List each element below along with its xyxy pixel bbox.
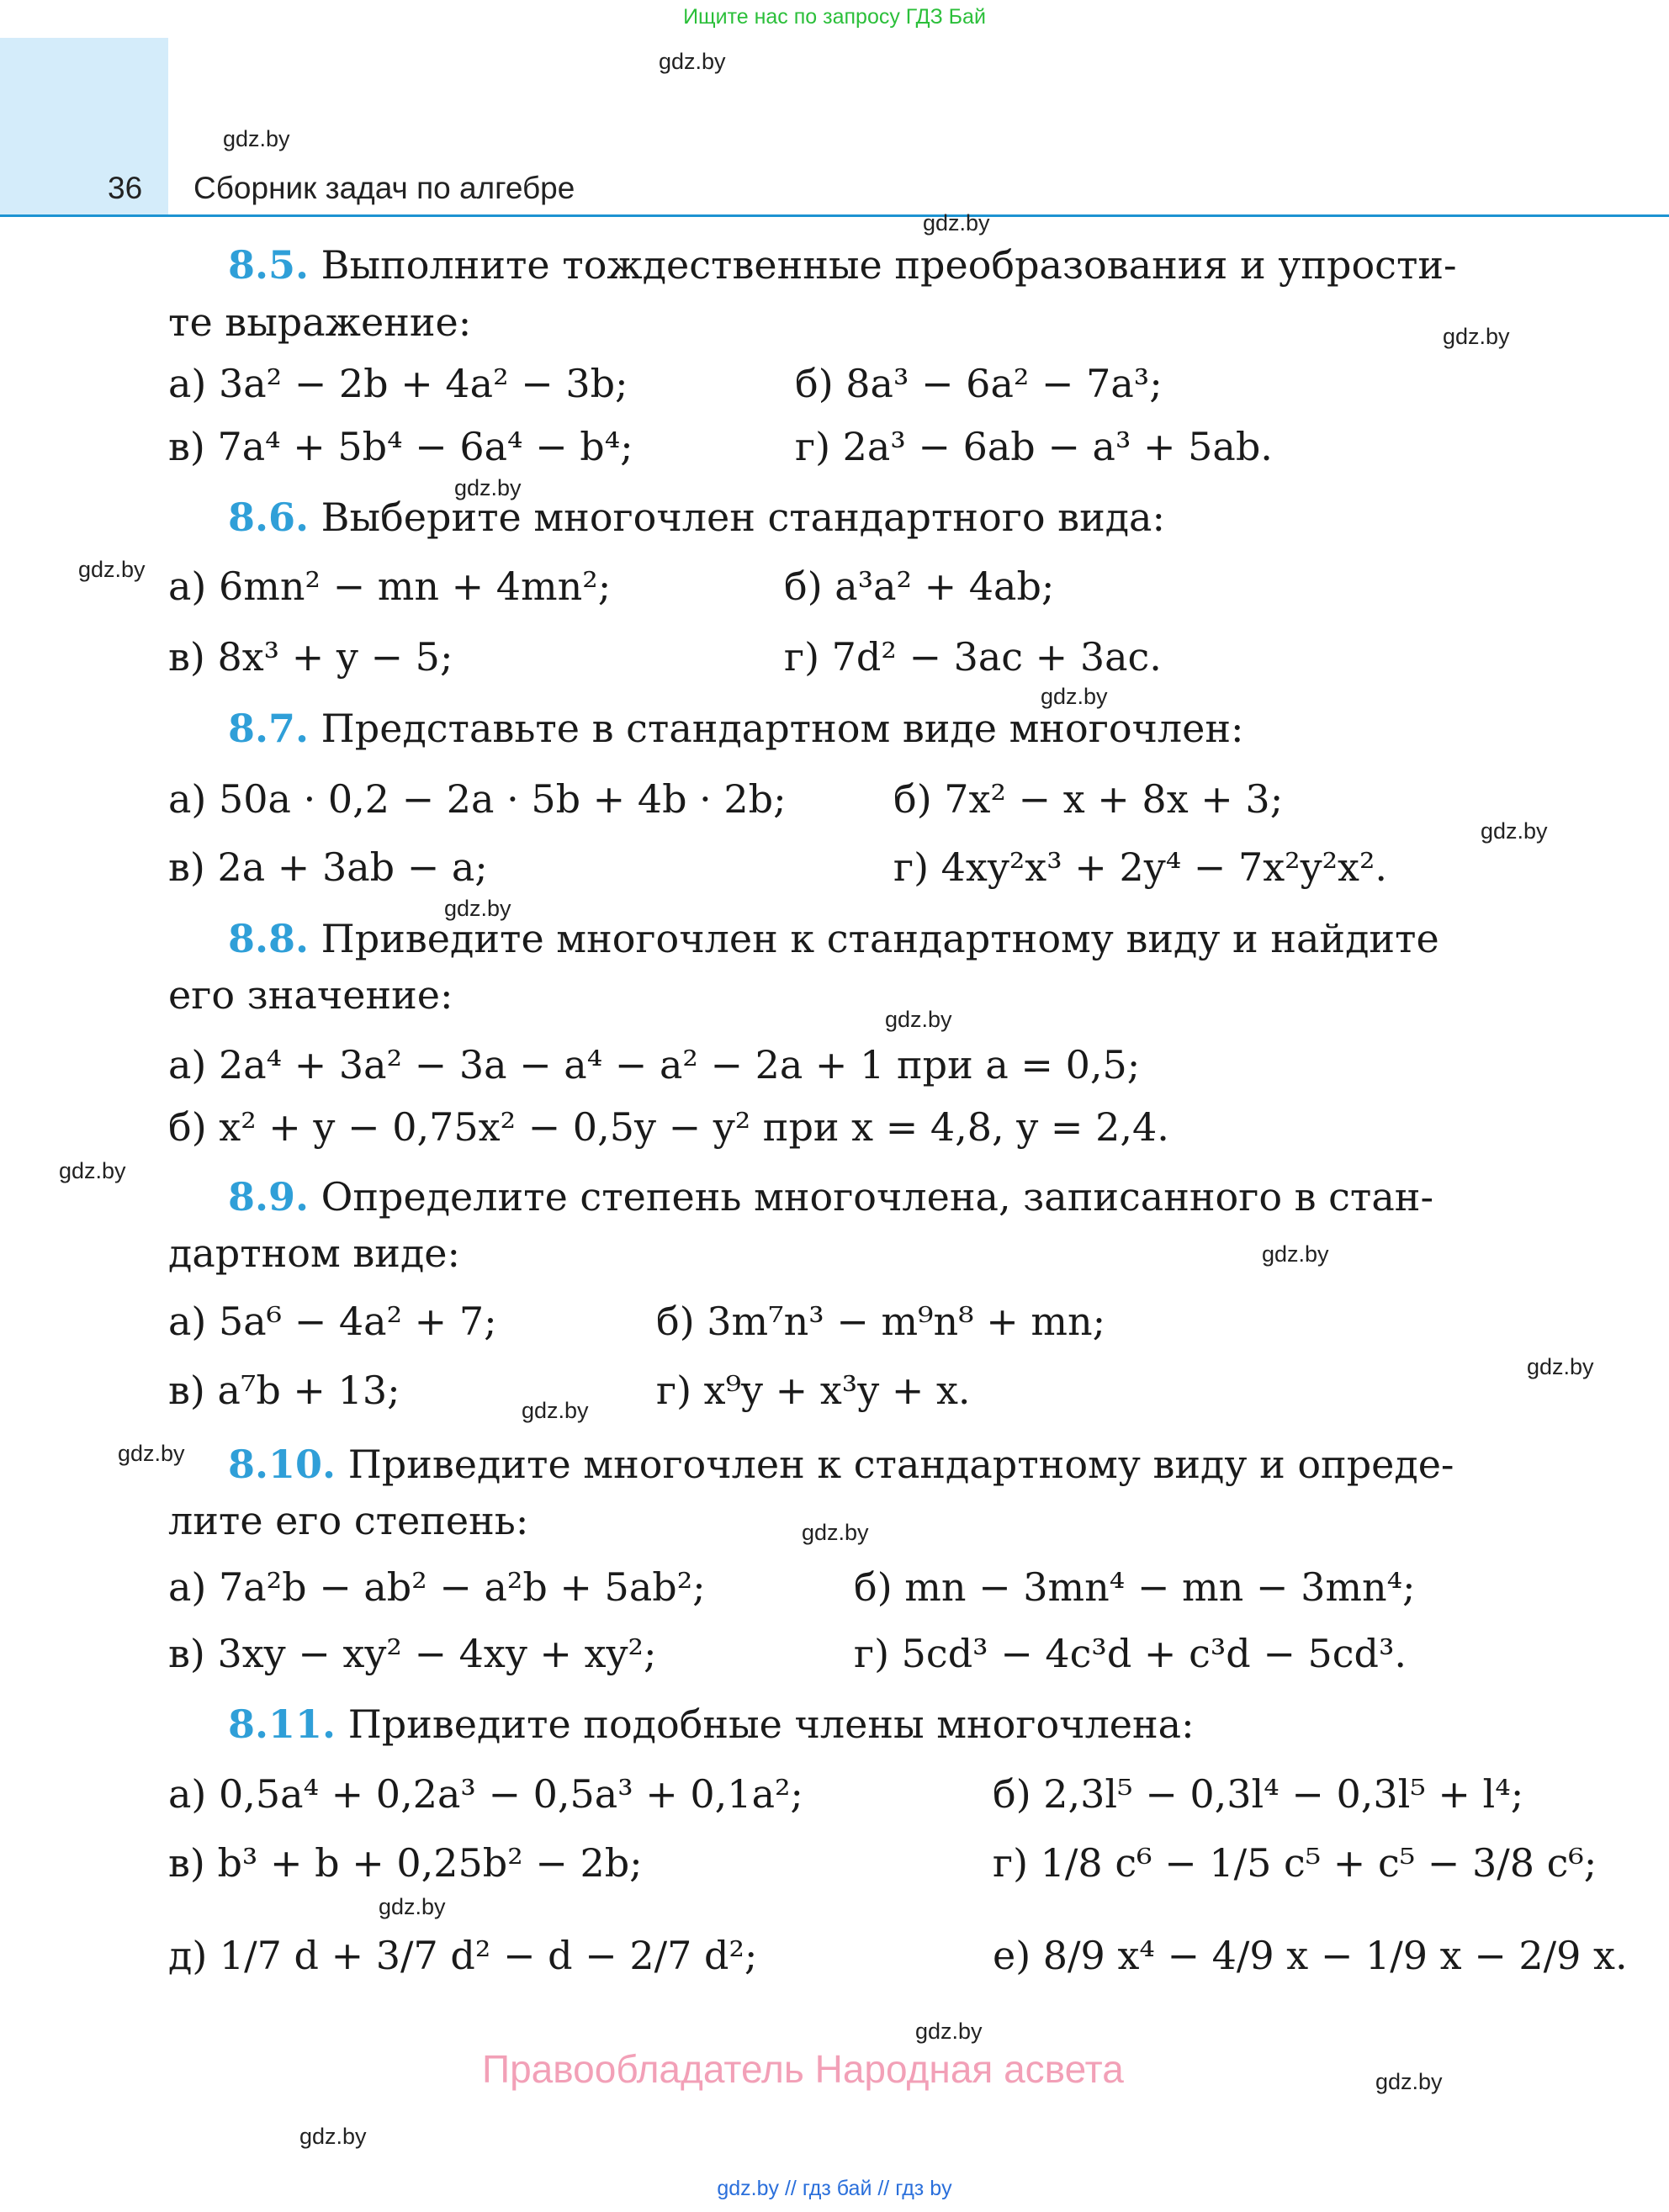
- watermark: gdz.by: [923, 210, 990, 235]
- item-v: в) 7a⁴ + 5b⁴ − 6a⁴ − b⁴;: [168, 424, 633, 469]
- watermark: gdz.by: [1443, 324, 1510, 349]
- item-g: г) 2a³ − 6ab − a³ + 5ab.: [795, 424, 1273, 469]
- problem-text: Приведите подобные члены многочлена:: [347, 1701, 1195, 1747]
- problem-8-11-heading: [228, 1701, 1195, 1747]
- problem-text: дартном виде:: [168, 1230, 460, 1276]
- item-a: а) 6mn² − mn + 4mn²;: [168, 564, 612, 609]
- watermark: gdz.by: [1527, 1354, 1594, 1379]
- item-b: б) 2,3l⁵ − 0,3l⁴ − 0,3l⁵ + l⁴;: [993, 1771, 1524, 1817]
- problem-number: 8.5.: [228, 242, 310, 288]
- problem-number: 8.6.: [228, 495, 310, 540]
- problem-number: 8.10.: [228, 1442, 336, 1487]
- page-corner-tab: [0, 38, 168, 216]
- item-g: г) 4xy²x³ + 2y⁴ − 7x²y²x².: [893, 844, 1388, 890]
- problem-number: 8.11.: [228, 1701, 336, 1747]
- problem-8-7-heading: [228, 706, 1244, 751]
- watermark: gdz.by: [59, 1158, 126, 1183]
- problem-text: Определите степень многочлена, записанного в стан-: [321, 1174, 1433, 1220]
- item-a: а) 50a · 0,2 − 2a · 5b + 4b · 2b;: [168, 776, 787, 822]
- watermark: gdz.by: [454, 475, 522, 500]
- book-title: Сборник задач по алгебре: [193, 171, 575, 205]
- problem-text: Приведите многочлен к стандартному виду и опреде-: [347, 1442, 1454, 1487]
- watermark: gdz.by: [444, 896, 511, 921]
- item-v: в) b³ + b + 0,25b² − 2b;: [168, 1840, 643, 1886]
- watermark: gdz.by: [522, 1398, 589, 1423]
- watermark: gdz.by: [299, 2124, 367, 2149]
- item-b: б) x² + y − 0,75x² − 0,5y − y² при x = 4,8, y = 2,4.: [168, 1104, 1169, 1150]
- item-b: б) 3m⁷n³ − m⁹n⁸ + mn;: [656, 1299, 1106, 1344]
- watermark: gdz.by: [802, 1520, 869, 1545]
- watermark: gdz.by: [1375, 2069, 1443, 2094]
- watermark: gdz.by: [885, 1007, 952, 1032]
- watermark: gdz.by: [223, 126, 290, 151]
- problem-8-8-heading: [228, 916, 1439, 961]
- watermark: gdz.by: [915, 2019, 983, 2044]
- search-hint: Ищите нас по запросу ГДЗ Бай: [683, 5, 986, 29]
- item-g: г) x⁹y + x³y + x.: [656, 1368, 971, 1413]
- problem-text: Представьте в стандартном виде многочлен:: [321, 706, 1244, 751]
- watermark: gdz.by: [118, 1441, 185, 1466]
- problem-number: 8.9.: [228, 1174, 310, 1220]
- item-a: а) 0,5a⁴ + 0,2a³ − 0,5a³ + 0,1a²;: [168, 1771, 803, 1817]
- watermark: gdz.by: [1481, 818, 1548, 844]
- problem-text: Приведите многочлен к стандартному виду и найдите: [321, 916, 1439, 961]
- problem-text: Выполните тождественные преобразования и упрости-: [321, 242, 1457, 288]
- watermark: gdz.by: [379, 1894, 446, 1919]
- problem-text: Выберите многочлен стандартного вида:: [321, 495, 1165, 540]
- header-rule: [0, 214, 1669, 217]
- problem-8-10-heading: [228, 1442, 1454, 1487]
- item-b: б) 8a³ − 6a² − 7a³;: [795, 361, 1163, 406]
- watermark: gdz.by: [1262, 1241, 1329, 1267]
- problem-text: лите его степень:: [168, 1498, 529, 1543]
- item-a: а) 2a⁴ + 3a² − 3a − a⁴ − a² − 2a + 1 при a = 0,5;: [168, 1042, 1141, 1087]
- item-a: а) 7a²b − ab² − a²b + 5ab²;: [168, 1564, 706, 1610]
- item-g: г) 5cd³ − 4c³d + c³d − 5cd³.: [854, 1631, 1407, 1676]
- item-v: в) 8x³ + y − 5;: [168, 634, 453, 680]
- item-v: в) a⁷b + 13;: [168, 1368, 400, 1413]
- problem-8-5-heading: [228, 242, 1457, 288]
- item-b: б) mn − 3mn⁴ − mn − 3mn⁴;: [854, 1564, 1416, 1610]
- item-v: в) 3xy − xy² − 4xy + xy²;: [168, 1631, 657, 1676]
- problem-text: те выражение:: [168, 299, 472, 345]
- item-g: г) 7d² − 3ac + 3ac.: [784, 634, 1162, 680]
- problem-text: его значение:: [168, 972, 453, 1018]
- page-number: 36: [108, 171, 143, 205]
- problem-8-6-heading: [228, 495, 1165, 540]
- problem-number: 8.7.: [228, 706, 310, 751]
- item-e: е) 8/9 x⁴ − 4/9 x − 1/9 x − 2/9 x.: [993, 1933, 1628, 1978]
- item-d: д) 1/7 d + 3/7 d² − d − 2/7 d²;: [168, 1933, 758, 1978]
- item-b: б) a³a² + 4ab;: [784, 564, 1055, 609]
- item-b: б) 7x² − x + 8x + 3;: [893, 776, 1284, 822]
- problem-8-9-heading: [228, 1174, 1433, 1220]
- item-a: а) 3a² − 2b + 4a² − 3b;: [168, 361, 628, 406]
- item-a: а) 5a⁶ − 4a² + 7;: [168, 1299, 497, 1344]
- watermark: gdz.by: [659, 49, 726, 74]
- watermark: gdz.by: [1041, 684, 1108, 709]
- watermark: gdz.by: [78, 557, 146, 582]
- bottom-links[interactable]: gdz.by // гдз бай // гдз by: [717, 2177, 952, 2200]
- item-v: в) 2a + 3ab − a;: [168, 844, 488, 890]
- copyright-notice: Правообладатель Народная асвета: [482, 2047, 1124, 2091]
- problem-number: 8.8.: [228, 916, 310, 961]
- item-g: г) 1/8 c⁶ − 1/5 c⁵ + c⁵ − 3/8 c⁶;: [993, 1840, 1597, 1886]
